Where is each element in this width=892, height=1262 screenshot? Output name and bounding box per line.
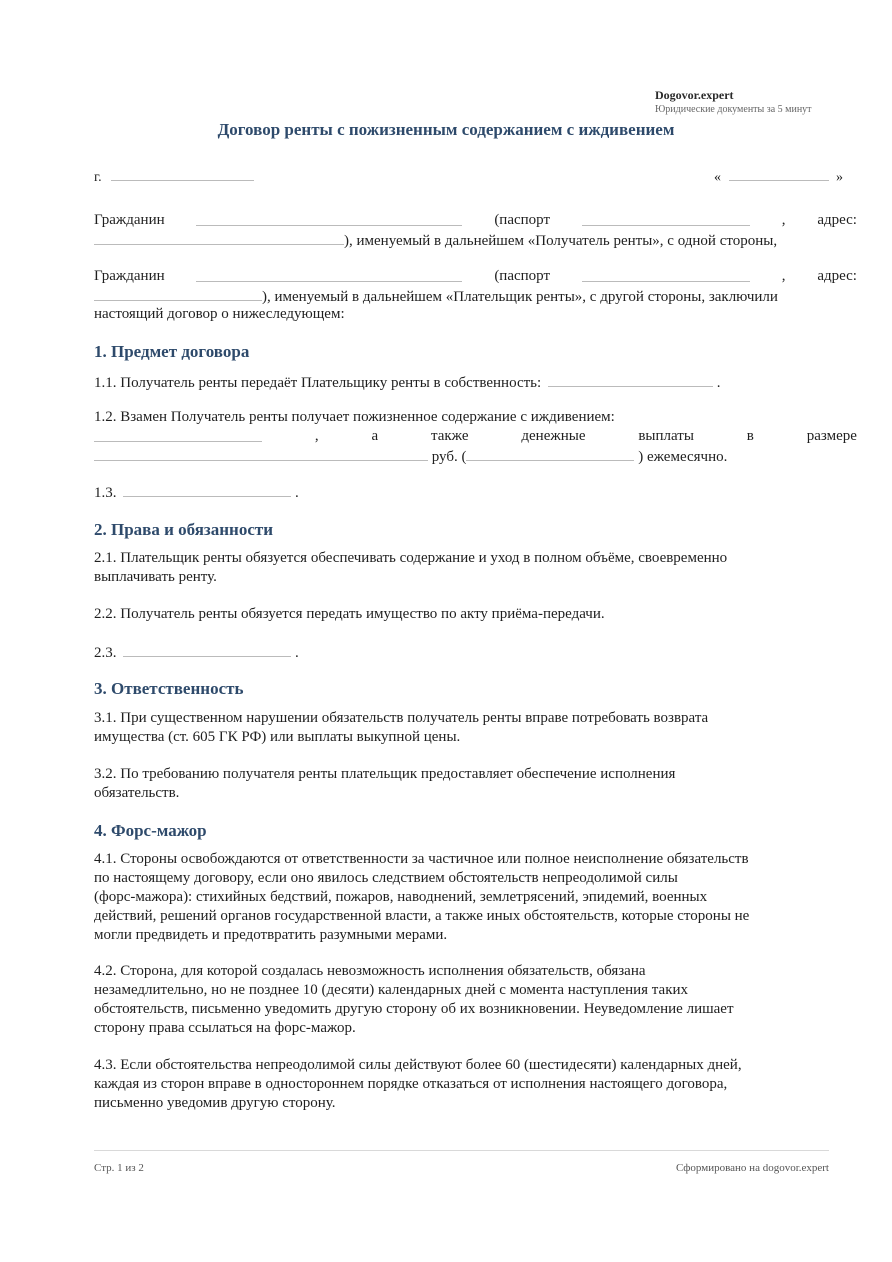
clause-2-1-line1: 2.1. Плательщик ренты обязуется обеспечивать содержание и уход в полном объёме, своевременно [94,550,728,566]
clause-3-2-line1: 3.2. По требованию получателя ренты плательщик предоставляет обеспечение исполнения [94,766,676,782]
clause-1-3-field[interactable] [123,482,291,497]
brand-tagline: Юридические документы за 5 минут [655,104,812,115]
clause-2-3 [94,642,857,663]
clause-4-1-line: действий, решений органов государственной власти, а также иных обстоятельств, которые стороны не [94,908,750,924]
clause-3-1-line2: имущества (ст. 605 ГК РФ) или выплаты выкупной цены. [94,729,461,745]
clause-4-3-line: 4.3. Если обстоятельства непреодолимой силы действуют более 60 (шестидесяти) календарных дней, [94,1057,742,1073]
clause-4-1-line: по настоящему договору, если оно явилось следствием обстоятельств непреодолимой силы [94,870,678,886]
place-line [94,166,857,187]
clause-1-1-text: 1.1. Получатель ренты передаёт Плательщику ренты в собственность: [94,375,542,391]
clause-1-1-field[interactable] [548,372,713,387]
clause-1-1 [94,372,857,393]
date-field[interactable] [729,166,829,181]
party1-line1 [94,211,857,230]
clause-2-2: 2.2. Получатель ренты обязуется передать имущество по акту приёма-передачи. [94,606,605,622]
party2-address-label: адрес: [817,268,857,284]
party2-line2 [94,286,857,307]
party2-line1 [94,267,857,286]
party1-address-field[interactable] [94,230,344,245]
party1-comma: , [781,212,786,228]
date-close-quote: » [836,170,843,185]
clause-1-2-word: размере [806,428,857,444]
date-field-group [714,166,843,187]
brand-name: Dogovor.expert [655,88,734,102]
clause-1-2-content-field[interactable] [94,427,262,442]
clause-1-3-end: . [295,485,299,501]
document-title: Договор ренты с пожизненным содержанием с иждивением [217,120,675,139]
party1-name-field[interactable] [196,211,462,226]
clause-1-2-line3 [94,446,857,467]
clause-2-3-label: 2.3. [94,645,117,661]
place-field[interactable] [111,166,254,181]
clause-1-2-amount-field[interactable] [94,446,428,461]
brand-block [655,88,812,117]
party2-line3: настоящий договор о нижеследующем: [94,306,345,322]
clause-1-2-word: а [371,428,379,444]
party1-citizen-label: Гражданин [94,212,165,228]
party1-passport-label: (паспорт [494,212,551,228]
date-open-quote: « [714,170,721,185]
clause-1-2-word: в [746,428,754,444]
party2-passport-label: (паспорт [494,268,551,284]
party1-tail: ), именуемый в дальнейшем «Получатель ренты», с одной стороны, [344,233,778,249]
clause-1-2-word: денежные [521,428,586,444]
section4-heading: 4. Форс-мажор [94,821,207,840]
footer-page-number: Стр. 1 из 2 [94,1162,144,1174]
clause-3-2-line2: обязательств. [94,785,180,801]
clause-2-3-field[interactable] [123,642,291,657]
clause-4-2-line: 4.2. Сторона, для которой создалась невозможность исполнения обязательств, обязана [94,963,646,979]
clause-4-1-line: (форс-мажора): стихийных бедствий, пожаров, наводнений, землетрясений, эпидемий, военных [94,889,708,905]
footer-generated: Сформировано на dogovor.expert [675,1162,829,1174]
party1-line2 [94,230,857,251]
clause-2-3-end: . [295,645,299,661]
section1-heading: 1. Предмет договора [94,342,250,361]
clause-1-2-word: также [431,428,469,444]
clause-4-1-line: могли предвидеть и предотвратить разумными мерами. [94,927,448,943]
party2-comma: , [781,268,786,284]
party2-passport-field[interactable] [582,267,750,282]
clause-1-2-end: ) ежемесячно. [638,449,728,465]
section3-heading: 3. Ответственность [94,679,244,698]
party2-address-field[interactable] [94,286,262,301]
clause-1-2-word: выплаты [638,428,694,444]
party1-passport-field[interactable] [582,211,750,226]
clause-1-2-rub: руб. ( [431,449,467,465]
clause-4-2-line: сторону права ссылаться на форс-мажор. [94,1020,356,1036]
section2-heading: 2. Права и обязанности [94,520,274,539]
clause-4-3-line: каждая из сторон вправе в одностороннем порядке отказаться от исполнения настоящего договора, [94,1076,728,1092]
clause-2-1-line2: выплачивать ренту. [94,569,217,585]
clause-1-2-word: , [314,428,319,444]
clause-4-1-line: 4.1. Стороны освобождаются от ответственности за частичное или полное неисполнение обязательств [94,851,749,867]
clause-3-1-line1: 3.1. При существенном нарушении обязательств получатель ренты вправе потребовать возврата [94,710,709,726]
clause-1-3 [94,482,857,503]
place-prefix: г. [94,170,102,185]
clause-1-2-line1: 1.2. Взамен Получатель ренты получает пожизненное содержание с иждивением: [94,409,615,425]
clause-4-3-line: письменно уведомив другую сторону. [94,1095,336,1111]
party1-address-label: адрес: [817,212,857,228]
footer-divider [94,1150,829,1151]
clause-1-1-end: . [716,375,721,391]
party2-name-field[interactable] [196,267,462,282]
party2-tail: ), именуемый в дальнейшем «Плательщик ренты», с другой стороны, заключили [262,289,778,305]
clause-1-2-amount-words-field[interactable] [466,446,634,461]
clause-1-2-line2 [94,427,857,446]
clause-4-2-line: обстоятельств, письменно уведомить другую сторону об их возникновении. Неуведомление лишает [94,1001,734,1017]
party2-citizen-label: Гражданин [94,268,165,284]
clause-1-3-label: 1.3. [94,485,117,501]
clause-4-2-line: незамедлительно, но не позднее 10 (десяти) календарных дней с момента наступления таких [94,982,689,998]
